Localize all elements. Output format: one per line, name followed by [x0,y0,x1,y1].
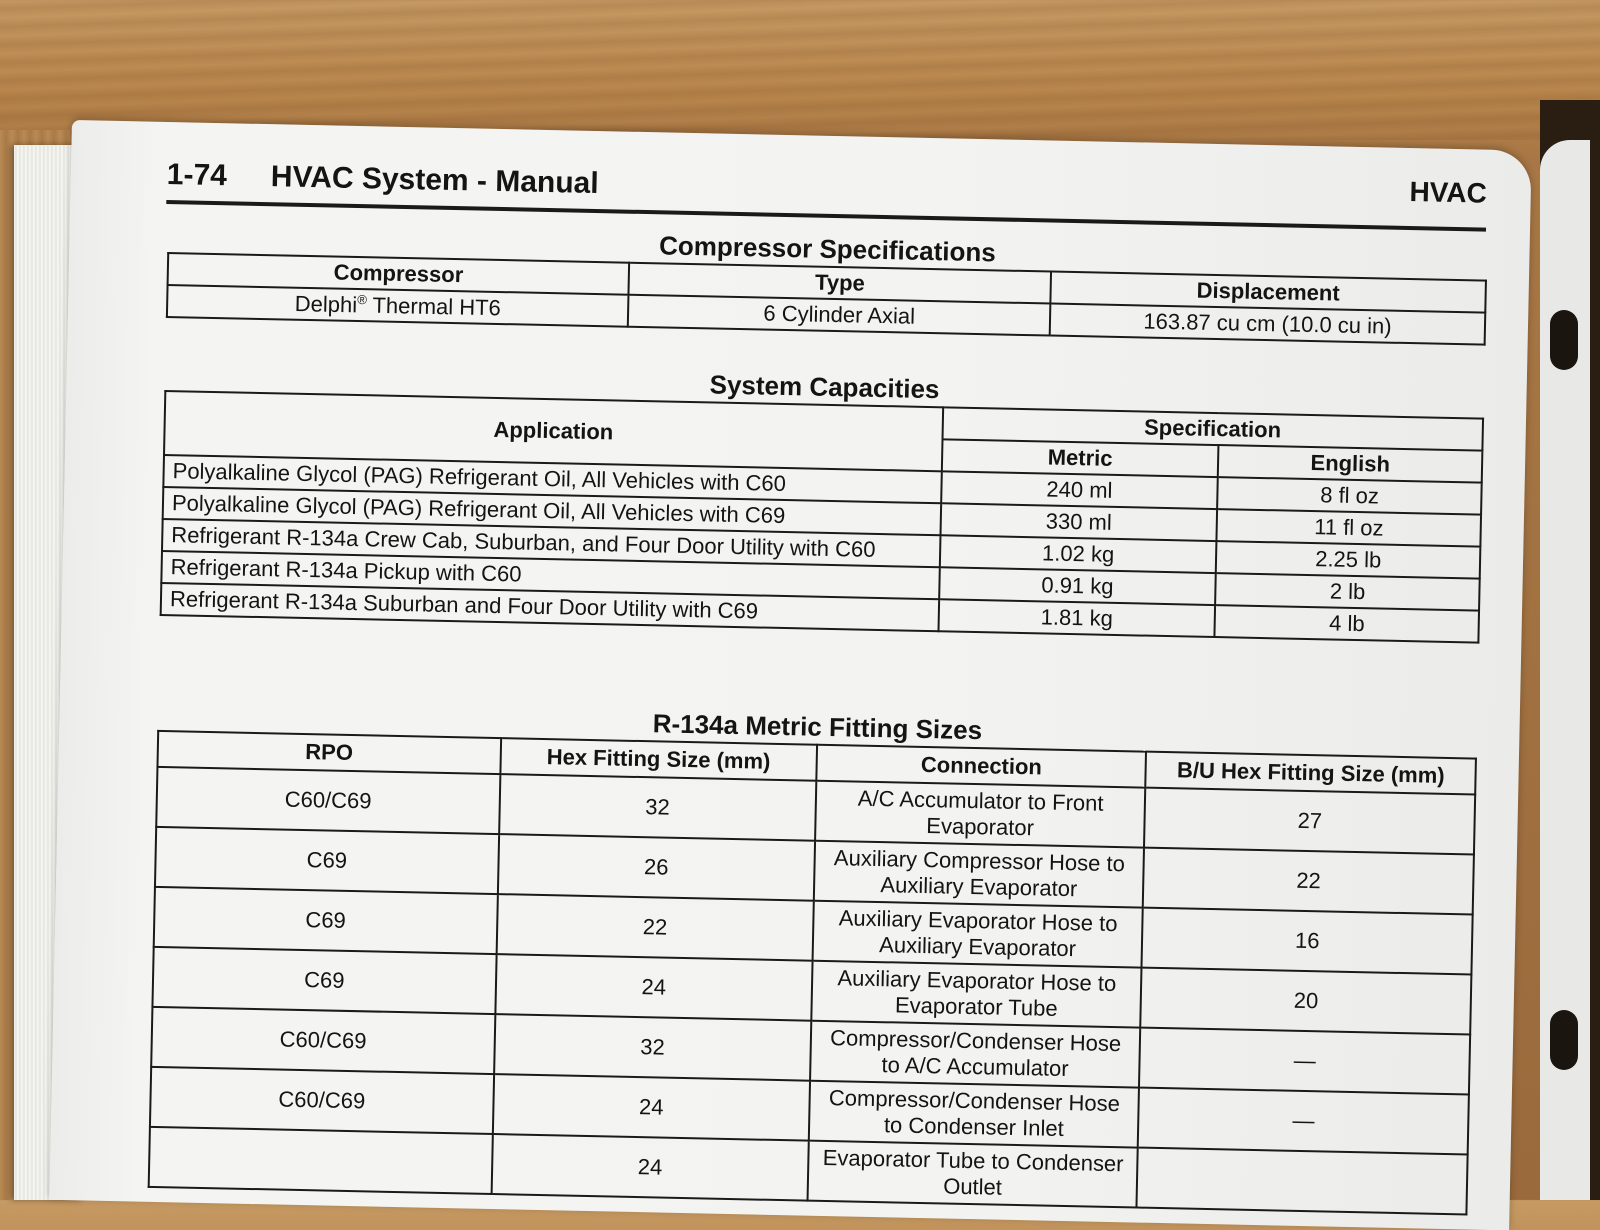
application-cell: Polyalkaline Glycol (PAG) Refrigerant Oil, All Vehicles with C60 [163,455,941,503]
rpo-cell: C60/C69 [156,767,500,834]
column-header: English [1218,445,1482,483]
application-cell: Refrigerant R-134a Suburban and Four Door Utility with C69 [161,583,939,631]
fitting-sizes-table [148,730,1477,1216]
column-header: Compressor [168,253,630,295]
bu-hex-size-cell: 20 [1141,968,1472,1035]
compressor-brand: Delphi [294,291,358,318]
english-cell: 2 lb [1215,573,1479,611]
hex-size-cell: 26 [498,834,815,901]
manual-page [49,120,1531,1230]
bu-hex-size-cell: 27 [1144,788,1475,855]
rpo-cell: C60/C69 [151,1007,495,1074]
column-header: Type [629,263,1051,304]
metric-cell: 0.91 kg [939,567,1216,605]
hex-size-cell: 32 [499,774,816,841]
binder-hole-icon [1550,1010,1578,1070]
english-cell: 11 fl oz [1217,509,1481,547]
connection-cell: A/C Accumulator to Front Evaporator [815,781,1146,848]
column-header: B/U Hex Fitting Size (mm) [1146,752,1476,795]
system-capacities-title: System Capacities [709,369,940,405]
bu-hex-size-cell: 22 [1143,848,1474,915]
page-header [166,150,1487,232]
hex-size-cell: 22 [496,894,813,961]
column-header: Hex Fitting Size (mm) [500,738,817,781]
page-number: 1-74 [166,158,228,193]
binder-hole-icon [1550,310,1578,370]
hex-size-cell: 32 [494,1014,811,1081]
column-header: Displacement [1050,272,1486,313]
rpo-cell: C69 [152,947,496,1014]
metric-cell: 240 ml [941,471,1218,509]
section-tag: HVAC [1409,176,1488,209]
connection-cell: Auxiliary Compressor Hose to Auxiliary Evaporator [814,841,1145,908]
rpo-cell: C69 [155,827,499,894]
connection-cell: Compressor/Condenser Hose to Condenser Inlet [809,1081,1140,1148]
type-cell: 6 Cylinder Axial [628,295,1050,336]
column-header: Specification [942,407,1483,450]
metric-cell: 330 ml [940,503,1217,541]
registered-mark: ® [357,292,368,308]
english-cell: 4 lb [1215,605,1479,643]
column-header: Connection [816,745,1146,788]
compressor-specs-title: Compressor Specifications [658,230,997,268]
hex-size-cell: 24 [493,1074,810,1141]
rpo-cell [149,1127,493,1194]
page-title: HVAC System - Manual [270,160,599,201]
column-header: Application [164,391,943,471]
english-cell: 8 fl oz [1217,477,1481,515]
column-header: Metric [941,439,1218,477]
application-cell: Refrigerant R-134a Pickup with C60 [161,551,939,599]
connection-cell: Compressor/Condenser Hose to A/C Accumulator [810,1021,1141,1088]
bu-hex-size-cell: — [1139,1028,1470,1095]
bu-hex-size-cell: 16 [1142,908,1473,975]
metric-cell: 1.81 kg [938,599,1215,637]
hex-size-cell: 24 [495,954,812,1021]
connection-cell: Auxiliary Evaporator Hose to Evaporator Tube [811,961,1142,1028]
compressor-model: Thermal HT6 [366,292,502,321]
english-cell: 2.25 lb [1216,541,1480,579]
rpo-cell: C69 [154,887,498,954]
rpo-cell: C60/C69 [150,1067,494,1134]
application-cell: Polyalkaline Glycol (PAG) Refrigerant Oil, All Vehicles with C69 [163,487,941,535]
connection-cell: Evaporator Tube to Condenser Outlet [808,1141,1139,1208]
fitting-sizes-title: R-134a Metric Fitting Sizes [652,708,983,746]
bu-hex-size-cell [1137,1148,1468,1215]
displacement-cell: 163.87 cu cm (10.0 cu in) [1050,304,1486,345]
application-cell: Refrigerant R-134a Crew Cab, Suburban, and Four Door Utility with C60 [162,519,940,567]
bu-hex-size-cell: — [1138,1088,1469,1155]
connection-cell: Auxiliary Evaporator Hose to Auxiliary Evaporator [813,901,1144,968]
metric-cell: 1.02 kg [939,535,1216,573]
column-header: RPO [157,731,500,774]
system-capacities-table [160,390,1484,644]
hex-size-cell: 24 [491,1134,808,1201]
wood-table-background [0,0,1600,140]
